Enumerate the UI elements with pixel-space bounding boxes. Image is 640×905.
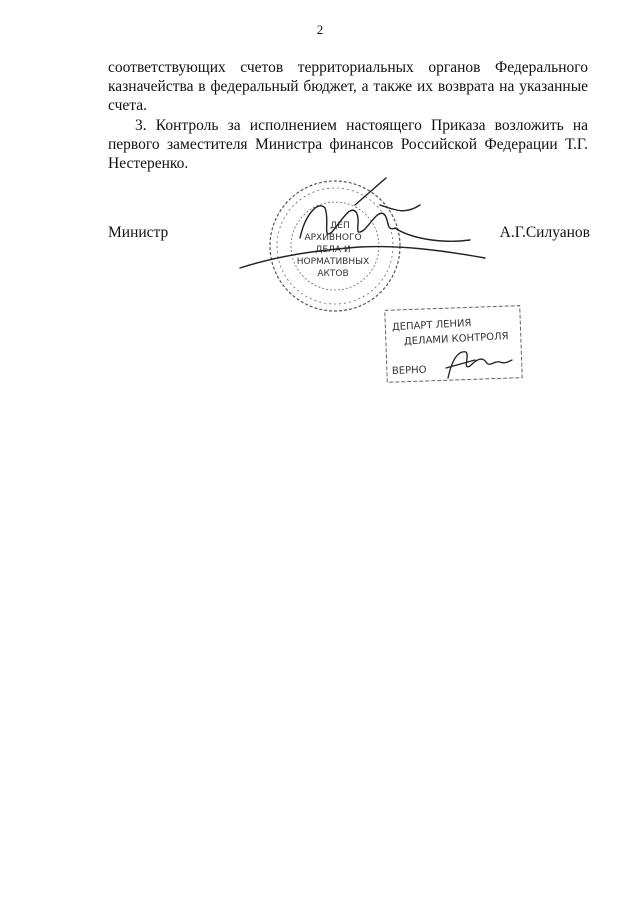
- paragraph-2: 3. Контроль за исполнением настоящего Приказа возложить на первого заместителя Министра финансов Российской Федерации Т.Г. Нестеренко.: [108, 117, 588, 172]
- page-number: 2: [316, 22, 324, 37]
- signature-scribble: [240, 178, 485, 268]
- round-seal: [270, 181, 400, 311]
- seal-line-3: ДЕЛА И: [315, 245, 351, 255]
- seal-line-2: АРХИВНОГО: [304, 233, 362, 243]
- signer-name: А.Г.Силуанов: [499, 224, 590, 241]
- stamp-line-1: ДЕПАРТ ЛЕНИЯ: [391, 318, 472, 334]
- seal-line-5: АКТОВ: [317, 269, 349, 279]
- stamp-line-2: ДЕЛАМИ КОНТРОЛЯ: [403, 331, 509, 348]
- seal-line-4: НОРМАТИВНЫХ: [296, 257, 370, 267]
- stamp-signature: [446, 352, 512, 378]
- signer-title: Министр: [108, 224, 169, 241]
- verification-stamp: [385, 306, 522, 383]
- paragraph-1: соответствующих счетов территориальных органов Федерального казначейства в федеральный бюджет, а также их возврата на указанные счета.: [108, 59, 588, 114]
- seal-line-1: ДЕП: [330, 221, 350, 231]
- signature-row: [108, 224, 590, 246]
- stamp-line-3: ВЕРНО: [391, 364, 427, 377]
